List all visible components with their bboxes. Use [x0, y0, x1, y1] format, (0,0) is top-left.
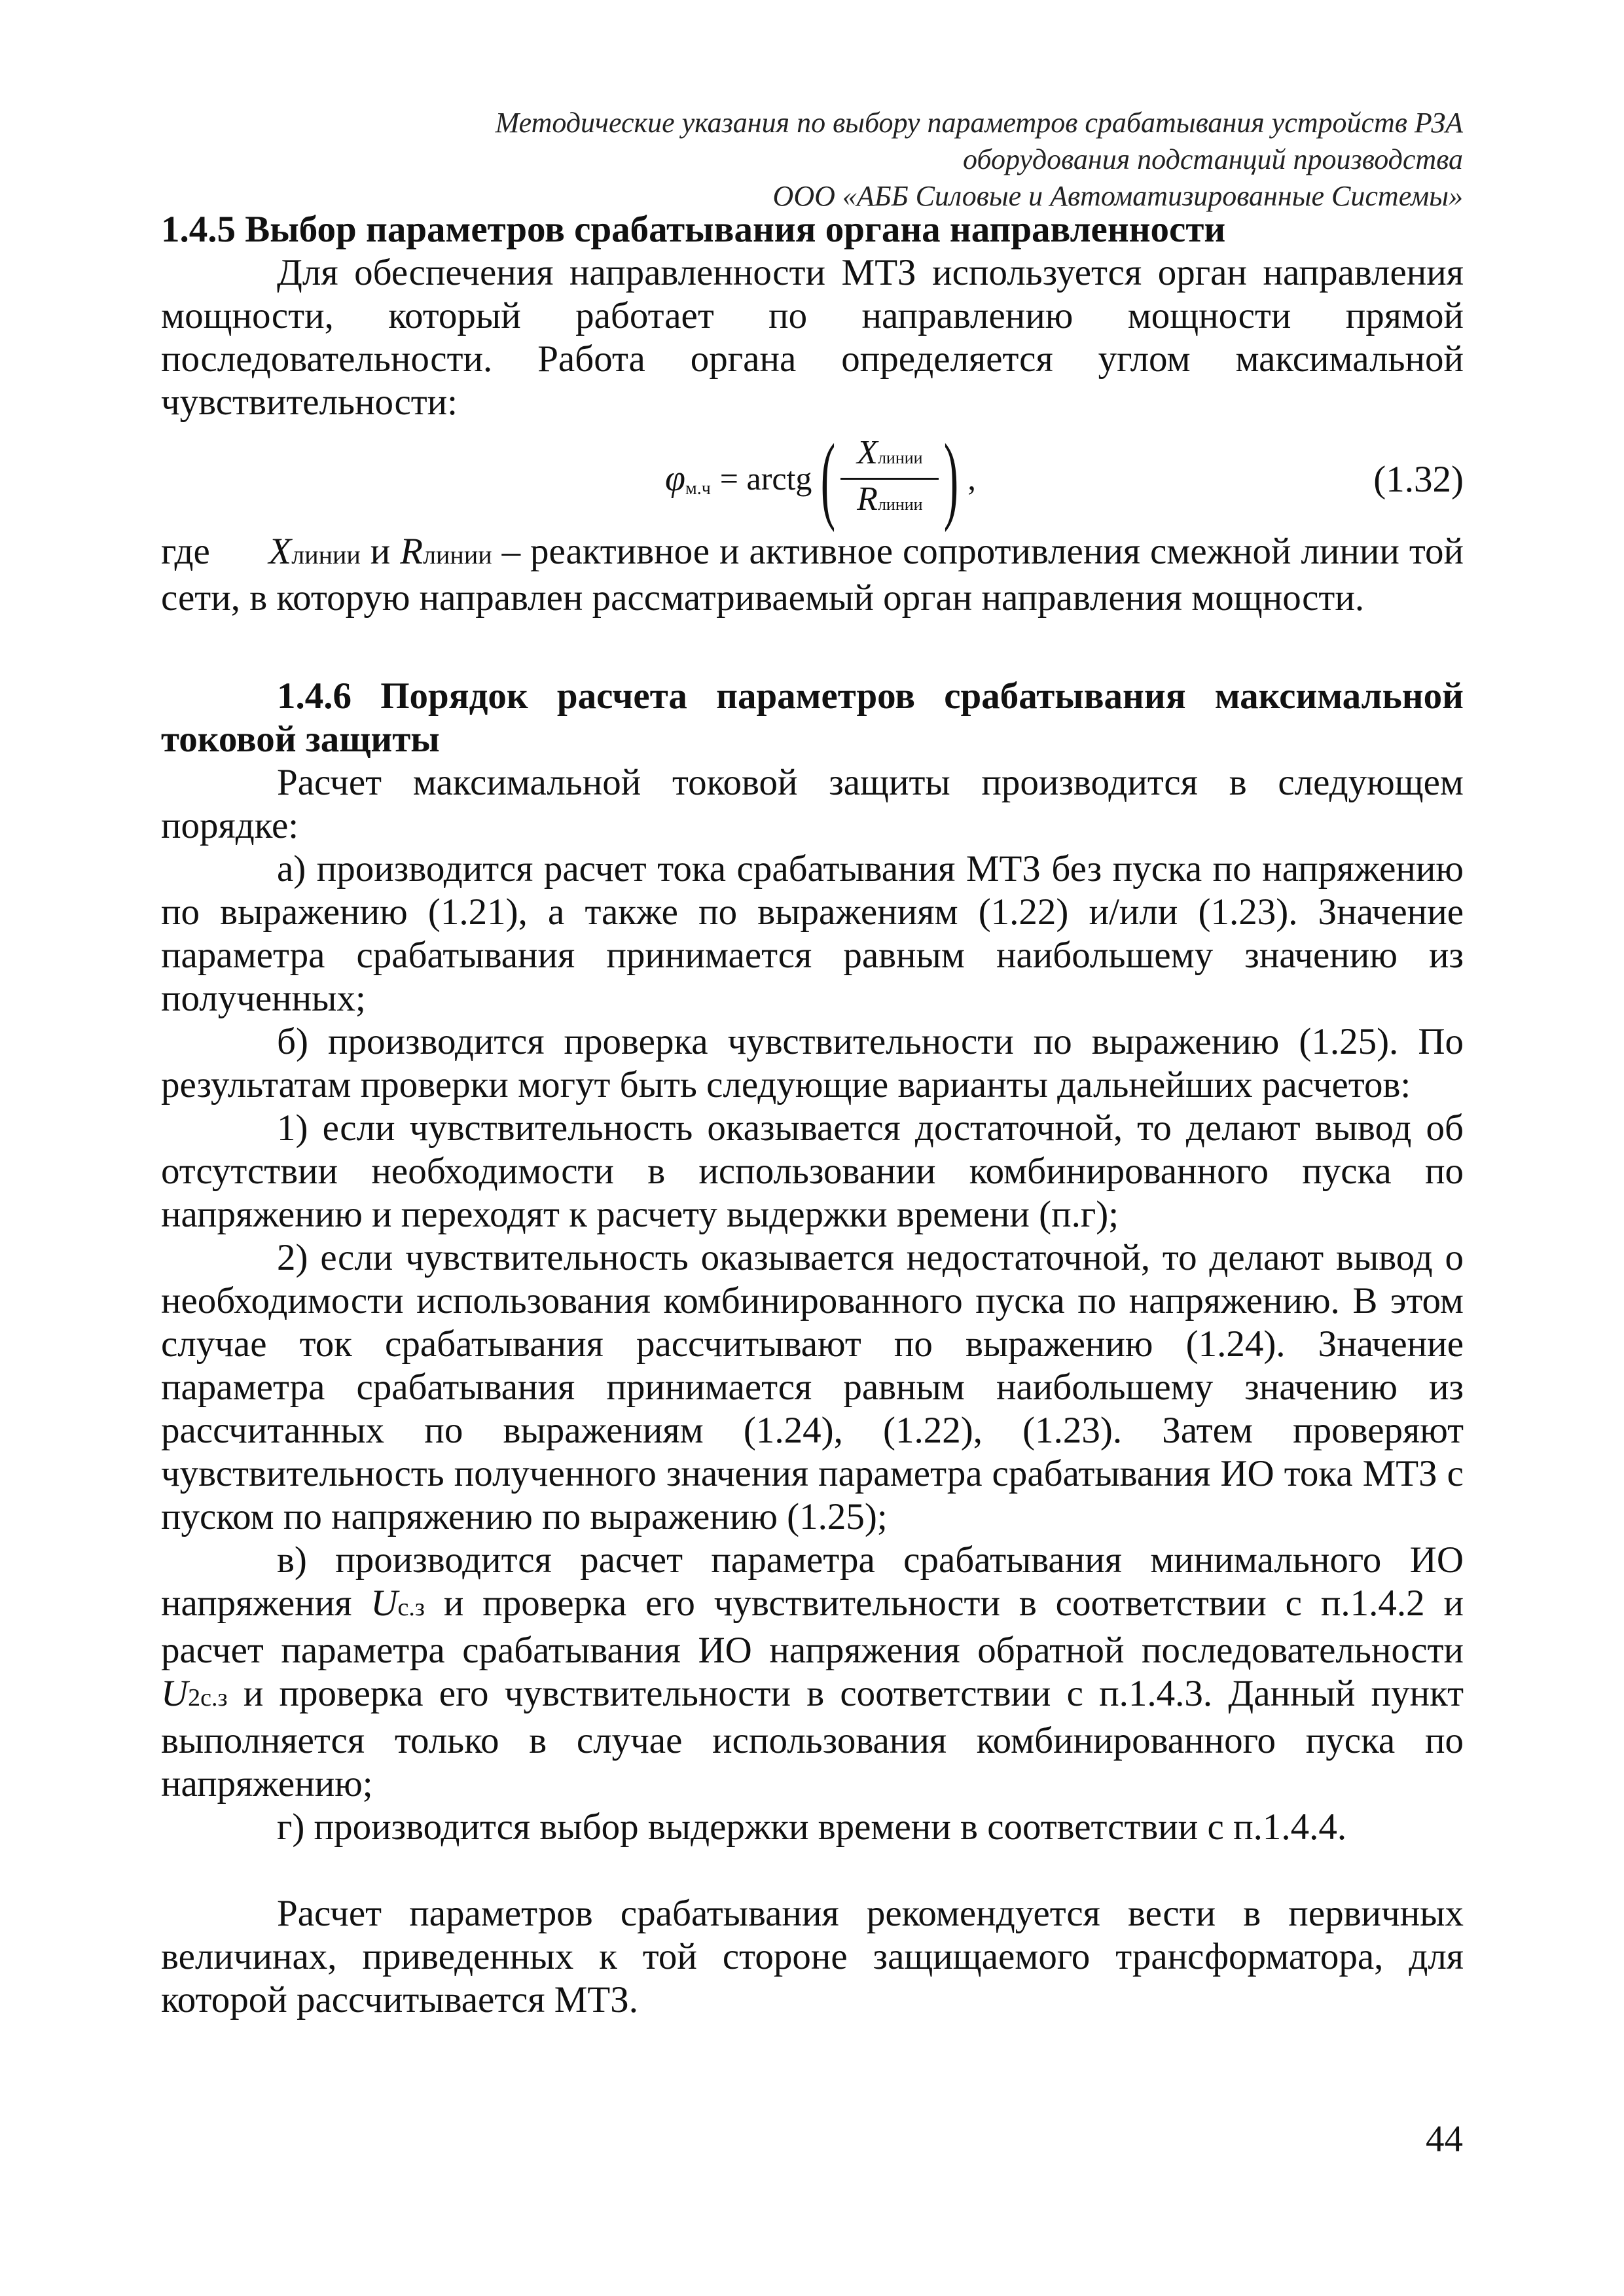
formula-numerator: Xлинии [857, 433, 923, 471]
formula-arctg: = arctg [719, 460, 812, 497]
formula-left-paren: ( [821, 424, 836, 533]
formula-explanation: где Xлинии и Rлинии – реактивное и активное сопротивления смежной линии той сети, в которую направлен рассматриваемый орган направления мощности. [161, 531, 1464, 619]
section-spacer [161, 620, 1464, 675]
formula-1-32 [161, 424, 1464, 533]
paragraph-spacer [161, 1849, 1464, 1892]
list-item-a: а) производится расчет тока срабатывания МТЗ без пуска по напряжению по выражению (1.21), а также по выражениям (1.22) и/или (1.23). Значение параметра срабатывания принимается равным наибольшему значению из полученных; [161, 848, 1464, 1019]
header-line-1: Методические указания по выбору параметров срабатывания устройств РЗА [495, 107, 1463, 139]
page-number: 44 [1426, 2119, 1463, 2160]
list-item-g: г) производится выбор выдержки времени в соответствии с п.1.4.4. [277, 1806, 1347, 1848]
list-item-b2: 2) если чувствительность оказывается недостаточной, то делают вывод о необходимости использования комбинированного пуска по напряжению. В этом случае ток срабатывания рассчитывают по выражению (1.24). Значение параметра срабатывания принимается равным наибольшему значению из рассчитанных по выражениям (1.24), (1.22), (1.23). Затем проверяют чувствительность полученного значения параметра срабатывания ИО тока МТЗ с пуском по напряжению по выражению (1.25); [161, 1237, 1464, 1537]
page-body [161, 208, 1464, 2022]
header-line-3: ООО «АББ Силовые и Автоматизированные Системы» [772, 180, 1463, 212]
equation-number: (1.32) [1373, 459, 1464, 500]
list-item-v: в) производится расчет параметра срабатывания минимального ИО напряжения Uс.з и проверка его чувствительности в соответствии с п.1.4.2 и расчет параметра срабатывания ИО напряжения обратной последовательности U2с.з и проверка его чувствительности в соответствии с п.1.4.3. Данный пункт выполняется только в случае использования комбинированного пуска по напряжению; [161, 1539, 1464, 1804]
running-header [219, 105, 1463, 215]
list-item-b: б) производится проверка чувствительности по выражению (1.25). По результатам проверки могут быть следующие варианты дальнейших расчетов: [161, 1021, 1464, 1105]
formula-comma: , [967, 460, 976, 497]
paragraph-closing: Расчет параметров срабатывания рекомендуется вести в первичных величинах, приведенных к той стороне защищаемого трансформатора, для которой рассчитывается МТЗ. [161, 1893, 1464, 2020]
formula-phi-subscript: м.ч [685, 478, 711, 499]
section-heading-1-4-5: 1.4.5 Выбор параметров срабатывания органа направленности [161, 209, 1226, 250]
formula-right-paren: ) [944, 424, 959, 533]
paragraph-direction-organ: Для обеспечения направленности МТЗ используется орган направления мощности, который работает по направлению мощности прямой последовательности. Работа органа определяется углом максимальной чувствительности: [161, 252, 1464, 423]
paragraph-procedure-intro: Расчет максимальной токовой защиты производится в следующем порядке: [161, 762, 1464, 846]
formula-phi: φ [665, 458, 685, 499]
header-line-2: оборудования подстанций производства [963, 143, 1463, 175]
formula-expression [665, 424, 976, 533]
formula-fraction [840, 433, 939, 524]
formula-denominator: Rлинии [857, 480, 923, 518]
list-item-b1: 1) если чувствительность оказывается достаточной, то делают вывод об отсутствии необходимости в использовании комбинированного пуска по напряжению и переходят к расчету выдержки времени (п.г); [161, 1107, 1464, 1235]
section-heading-1-4-6: 1.4.6 Порядок расчета параметров срабатывания максимальной токовой защиты [161, 675, 1464, 760]
